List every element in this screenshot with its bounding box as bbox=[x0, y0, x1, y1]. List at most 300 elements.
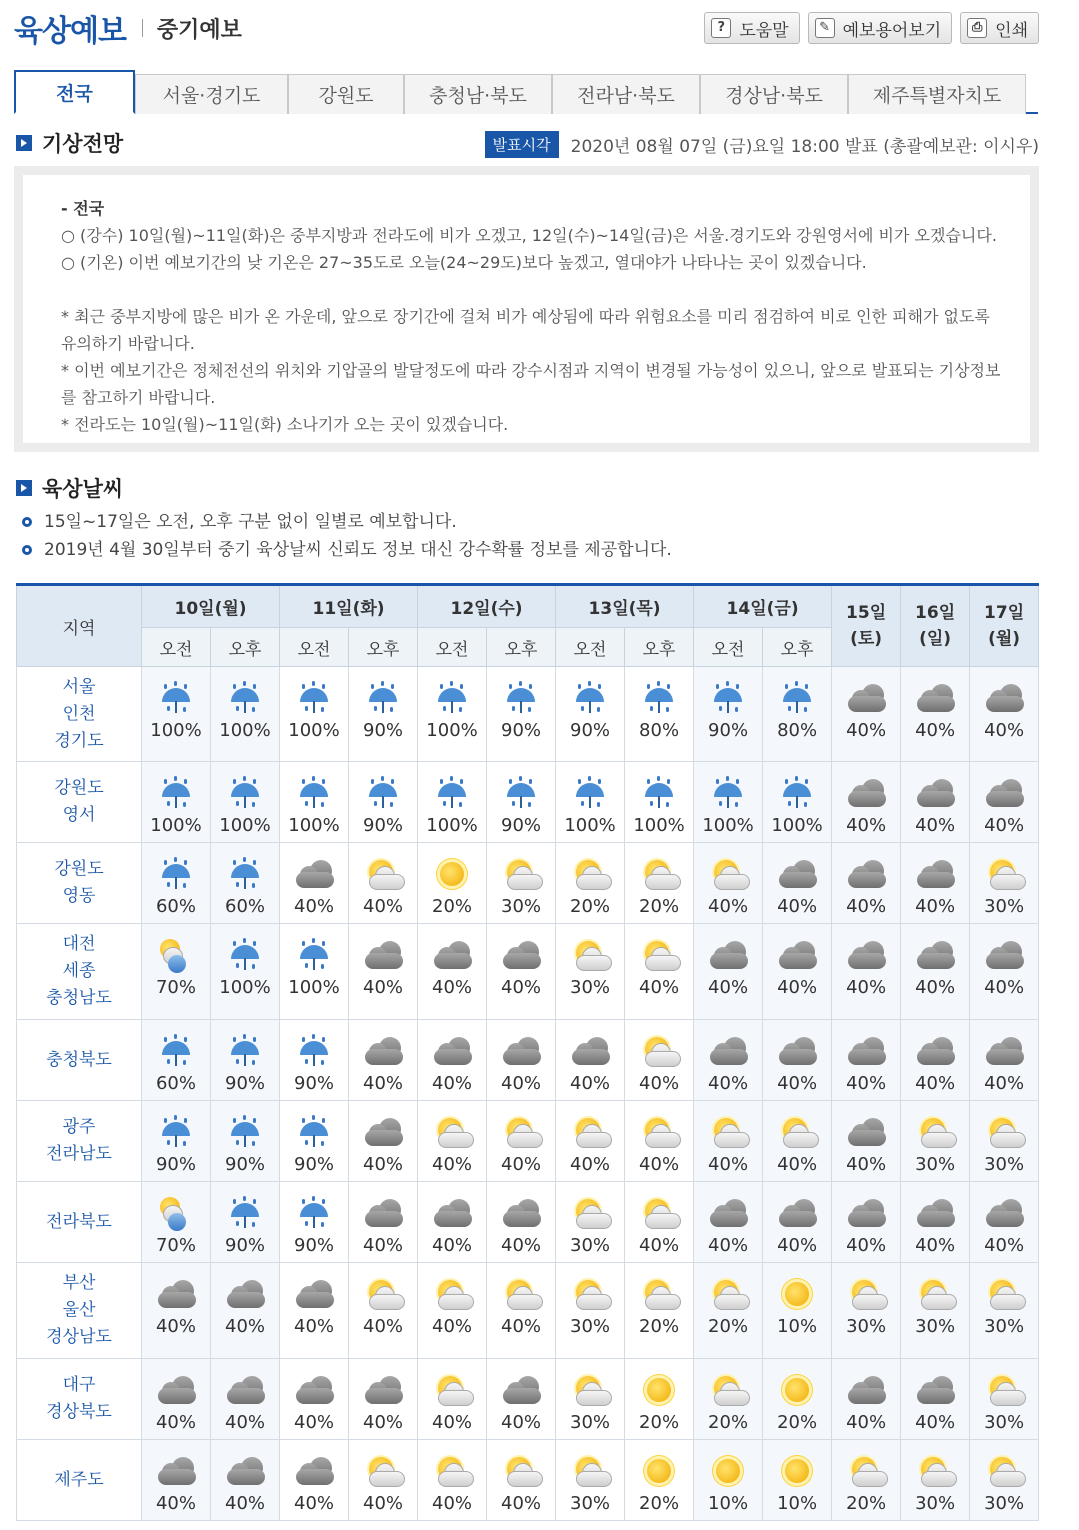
precip-probability: 80% bbox=[777, 720, 818, 741]
forecast-cell bbox=[418, 924, 487, 1020]
precip-probability: 40% bbox=[501, 1493, 542, 1514]
table-row bbox=[17, 1440, 1039, 1521]
section-bullet-icon bbox=[16, 480, 32, 496]
sunny-icon bbox=[637, 1453, 681, 1493]
tab-gyeongsang[interactable]: 경상남·북도 bbox=[700, 74, 848, 114]
forecast-cell bbox=[763, 1101, 832, 1182]
forecast-cell bbox=[901, 843, 970, 924]
precip-probability: 30% bbox=[984, 1316, 1025, 1337]
region-name: 대전 bbox=[62, 934, 96, 954]
precip-probability: 30% bbox=[501, 896, 542, 917]
forecast-cell bbox=[142, 1440, 211, 1521]
precip-probability: 40% bbox=[294, 1493, 335, 1514]
forecast-cell bbox=[487, 1020, 556, 1101]
precip-probability: 90% bbox=[363, 720, 404, 741]
forecast-cell bbox=[970, 667, 1039, 762]
cloudy-icon bbox=[775, 1195, 819, 1235]
precip-probability: 20% bbox=[777, 1412, 818, 1433]
rain-icon bbox=[292, 680, 336, 720]
precip-probability: 30% bbox=[570, 1412, 611, 1433]
page-header bbox=[14, 8, 242, 48]
outlook-box bbox=[14, 166, 1039, 452]
precip-probability: 40% bbox=[846, 1235, 887, 1256]
forecast-cell bbox=[625, 1182, 694, 1263]
forecast-cell bbox=[763, 1440, 832, 1521]
forecast-cell bbox=[970, 1359, 1039, 1440]
partly-cloudy-icon bbox=[637, 1276, 681, 1316]
precip-probability: 80% bbox=[639, 720, 680, 741]
rain-icon bbox=[223, 775, 267, 815]
rain-icon bbox=[223, 856, 267, 896]
precip-probability: 60% bbox=[225, 896, 266, 917]
region-name: 충청북도 bbox=[46, 1049, 112, 1070]
precip-probability: 40% bbox=[915, 720, 956, 741]
rain-icon bbox=[154, 680, 198, 720]
partly-cloudy-icon bbox=[361, 856, 405, 896]
precip-probability: 20% bbox=[708, 1412, 749, 1433]
forecast-cell bbox=[556, 1020, 625, 1101]
partly-cloudy-icon bbox=[499, 1453, 543, 1493]
cloudy-icon bbox=[568, 1033, 612, 1073]
forecast-cell bbox=[901, 1101, 970, 1182]
forecast-cell bbox=[556, 1263, 625, 1359]
cloudy-icon bbox=[844, 937, 888, 977]
precip-probability: 30% bbox=[915, 1316, 956, 1337]
partly-cloudy-icon bbox=[982, 1114, 1026, 1154]
land-notes bbox=[22, 508, 672, 564]
cloudy-icon bbox=[499, 1372, 543, 1412]
forecast-cell bbox=[970, 924, 1039, 1020]
partly-cloudy-icon bbox=[706, 856, 750, 896]
print-button[interactable] bbox=[960, 12, 1039, 44]
forecast-cell bbox=[280, 1101, 349, 1182]
forecast-cell bbox=[832, 843, 901, 924]
forecast-cell bbox=[832, 762, 901, 843]
partly-cloudy-icon bbox=[982, 1372, 1026, 1412]
outlook-line: ○ (기온) 이번 예보기간의 낮 기온은 27~35도로 오늘(24~29도)보다 높겠고, 열대야가 나타나는 곳이 있겠습니다. bbox=[61, 253, 867, 272]
precip-probability: 40% bbox=[432, 977, 473, 998]
cloudy-icon bbox=[430, 1195, 474, 1235]
region-cell bbox=[17, 1182, 142, 1263]
forecast-cell bbox=[694, 843, 763, 924]
precip-probability: 40% bbox=[155, 1316, 196, 1337]
table-row bbox=[17, 1101, 1039, 1182]
precip-probability: 30% bbox=[984, 896, 1025, 917]
cloudy-icon bbox=[223, 1276, 267, 1316]
forecast-cell bbox=[901, 1440, 970, 1521]
precip-probability: 40% bbox=[777, 1235, 818, 1256]
precip-probability: 40% bbox=[294, 1316, 335, 1337]
forecast-cell bbox=[142, 762, 211, 843]
precip-probability: 40% bbox=[846, 1154, 887, 1175]
rain-icon bbox=[775, 680, 819, 720]
precip-probability: 40% bbox=[708, 1073, 749, 1094]
precip-probability: 100% bbox=[564, 815, 616, 836]
rain-icon bbox=[430, 775, 474, 815]
partly-cloudy-icon bbox=[568, 937, 612, 977]
print-icon: ⎙ bbox=[967, 18, 987, 38]
help-button-label: 도움말 bbox=[739, 20, 789, 41]
forecast-cell bbox=[487, 843, 556, 924]
outlook-section-title bbox=[16, 128, 123, 158]
precip-probability: 20% bbox=[639, 1493, 680, 1514]
precip-probability: 90% bbox=[225, 1154, 266, 1175]
precip-probability: 90% bbox=[501, 815, 542, 836]
rain-icon bbox=[154, 1114, 198, 1154]
forecast-cell bbox=[211, 1020, 280, 1101]
precip-probability: 40% bbox=[984, 720, 1025, 741]
forecast-cell bbox=[832, 1020, 901, 1101]
table-row bbox=[17, 1263, 1039, 1359]
outlook-note: * 최근 중부지방에 많은 비가 온 가운데, 앞으로 장기간에 걸쳐 비가 예상됨에 따라 위험요소를 미리 점검하여 비로 인한 피해가 없도록 유의하기 바랍니다. bbox=[61, 307, 990, 353]
forecast-cell bbox=[418, 667, 487, 762]
forecast-cell bbox=[142, 843, 211, 924]
precip-probability: 40% bbox=[708, 1235, 749, 1256]
table-row bbox=[17, 667, 1039, 762]
precip-probability: 40% bbox=[777, 1154, 818, 1175]
region-name: 부산 bbox=[62, 1273, 96, 1293]
precip-probability: 90% bbox=[294, 1235, 335, 1256]
forecast-cell bbox=[901, 1359, 970, 1440]
precip-probability: 100% bbox=[150, 815, 202, 836]
precip-probability: 40% bbox=[501, 1412, 542, 1433]
partly-cloudy-icon bbox=[637, 1033, 681, 1073]
rain-icon bbox=[292, 1033, 336, 1073]
precip-probability: 90% bbox=[155, 1154, 196, 1175]
forecast-cell bbox=[832, 1359, 901, 1440]
precip-probability: 40% bbox=[155, 1493, 196, 1514]
precip-probability: 40% bbox=[639, 1235, 680, 1256]
rain-icon bbox=[706, 680, 750, 720]
forecast-cell bbox=[694, 924, 763, 1020]
precip-probability: 40% bbox=[432, 1412, 473, 1433]
rain-icon bbox=[223, 937, 267, 977]
cloudy-icon bbox=[499, 1033, 543, 1073]
precip-probability: 70% bbox=[155, 977, 196, 998]
precip-probability: 10% bbox=[708, 1493, 749, 1514]
outlook-note: * 이번 예보기간은 정체전선의 위치와 기압골의 발달정도에 따라 강수시점과 지역이 변경될 가능성이 있으니, 앞으로 발표되는 기상정보를 참고하기 바랍니다. bbox=[61, 361, 1001, 407]
precip-probability: 20% bbox=[708, 1316, 749, 1337]
precip-probability: 40% bbox=[501, 977, 542, 998]
precip-probability: 40% bbox=[432, 1493, 473, 1514]
am-header: 오전 bbox=[142, 628, 211, 667]
land-title-text: 육상날씨 bbox=[42, 477, 124, 501]
cloudy-icon bbox=[361, 1372, 405, 1412]
page-subtitle: 중기예보 bbox=[156, 17, 242, 43]
forecast-cell bbox=[280, 1182, 349, 1263]
publish-info bbox=[485, 131, 1039, 158]
tab-gangwon[interactable]: 강원도 bbox=[288, 74, 404, 114]
forecast-cell bbox=[487, 924, 556, 1020]
precip-probability: 40% bbox=[432, 1316, 473, 1337]
region-name: 서울 bbox=[62, 676, 96, 697]
precip-probability: 40% bbox=[501, 1154, 542, 1175]
partly-cloudy-icon bbox=[706, 1114, 750, 1154]
forecast-cell bbox=[280, 924, 349, 1020]
table-row bbox=[17, 1020, 1039, 1101]
region-column-header: 지역 bbox=[17, 585, 142, 667]
partly-cloudy-icon bbox=[568, 1114, 612, 1154]
region-name: 경상북도 bbox=[46, 1402, 112, 1422]
precip-probability: 40% bbox=[363, 1316, 404, 1337]
forecast-cell bbox=[487, 1359, 556, 1440]
precip-probability: 40% bbox=[639, 1154, 680, 1175]
rain-icon bbox=[499, 680, 543, 720]
tab-jeju[interactable]: 제주특별자치도 bbox=[848, 74, 1026, 114]
forecast-cell bbox=[142, 924, 211, 1020]
cloudy-icon bbox=[844, 680, 888, 720]
forecast-cell bbox=[556, 762, 625, 843]
partly-cloudy-icon bbox=[568, 1372, 612, 1412]
precip-probability: 90% bbox=[363, 815, 404, 836]
tab-seoul-gyeonggi[interactable]: 서울·경기도 bbox=[135, 74, 288, 114]
title-divider bbox=[142, 19, 143, 37]
cloudy-icon bbox=[913, 775, 957, 815]
partly-cloudy-icon bbox=[637, 856, 681, 896]
rain-icon bbox=[223, 680, 267, 720]
land-section-title bbox=[16, 473, 123, 503]
precip-probability: 40% bbox=[915, 1073, 956, 1094]
forecast-cell bbox=[418, 762, 487, 843]
page-title: 육상예보 bbox=[14, 14, 126, 49]
region-cell bbox=[17, 762, 142, 843]
cloudy-icon bbox=[982, 937, 1026, 977]
region-cell bbox=[17, 1440, 142, 1521]
forecast-table bbox=[16, 583, 1039, 1521]
region-cell bbox=[17, 667, 142, 762]
partly-cloudy-icon bbox=[361, 1453, 405, 1493]
precip-probability: 40% bbox=[708, 977, 749, 998]
precip-probability: 40% bbox=[777, 1073, 818, 1094]
region-cell bbox=[17, 1359, 142, 1440]
precip-probability: 20% bbox=[570, 896, 611, 917]
forecast-cell bbox=[625, 1263, 694, 1359]
region-name: 경기도 bbox=[54, 730, 104, 751]
precip-probability: 30% bbox=[570, 1235, 611, 1256]
cloudy-icon bbox=[706, 1195, 750, 1235]
help-button[interactable] bbox=[704, 12, 799, 44]
region-name: 강원도 bbox=[54, 778, 104, 798]
forecast-cell bbox=[349, 1440, 418, 1521]
forecast-cell bbox=[763, 843, 832, 924]
rain-icon bbox=[292, 1195, 336, 1235]
forecast-cell bbox=[349, 1101, 418, 1182]
region-cell bbox=[17, 1263, 142, 1359]
forecast-cell bbox=[832, 1263, 901, 1359]
precip-probability: 20% bbox=[846, 1493, 887, 1514]
precip-probability: 40% bbox=[846, 1412, 887, 1433]
cloudy-icon bbox=[223, 1453, 267, 1493]
tab-jeolla[interactable]: 전라남·북도 bbox=[552, 74, 700, 114]
forecast-cell bbox=[970, 762, 1039, 843]
cloudy-icon bbox=[844, 1033, 888, 1073]
region-name: 세종 bbox=[62, 961, 96, 981]
forecast-cell bbox=[280, 762, 349, 843]
precip-probability: 100% bbox=[219, 977, 271, 998]
day-weekday: (월) bbox=[988, 629, 1021, 649]
forecast-cell bbox=[694, 762, 763, 843]
cloudy-icon bbox=[982, 680, 1026, 720]
table-row bbox=[17, 1182, 1039, 1263]
forecast-cell bbox=[280, 1263, 349, 1359]
day-date: 17일 bbox=[984, 603, 1025, 623]
day-header: 10일(월) bbox=[142, 585, 280, 628]
forecast-cell bbox=[694, 1020, 763, 1101]
cloudy-icon bbox=[292, 1372, 336, 1412]
cloudy-icon bbox=[223, 1372, 267, 1412]
forecast-cell bbox=[349, 1182, 418, 1263]
cloudy-icon bbox=[361, 1033, 405, 1073]
partly-cloudy-icon bbox=[637, 1114, 681, 1154]
forecast-cell bbox=[349, 762, 418, 843]
forecast-cell bbox=[556, 1182, 625, 1263]
precip-probability: 40% bbox=[570, 1073, 611, 1094]
forecast-cell bbox=[625, 843, 694, 924]
cloudy-icon bbox=[154, 1276, 198, 1316]
cloudy-icon bbox=[775, 856, 819, 896]
cloudy-icon bbox=[982, 1033, 1026, 1073]
partly-cloudy-icon bbox=[430, 1114, 474, 1154]
day-date: 16일 bbox=[915, 603, 956, 623]
rain-icon bbox=[361, 680, 405, 720]
sunny-icon bbox=[775, 1372, 819, 1412]
region-tabs bbox=[14, 70, 1038, 114]
cloudy-icon bbox=[844, 1114, 888, 1154]
forecast-cell bbox=[832, 924, 901, 1020]
section-bullet-icon bbox=[16, 135, 32, 151]
forecast-cell bbox=[901, 762, 970, 843]
shower-icon bbox=[154, 937, 198, 977]
land-note-text: 15일~17일은 오전, 오후 구분 없이 일별로 예보합니다. bbox=[44, 512, 457, 532]
outlook-heading: - 전국 bbox=[61, 199, 105, 218]
partly-cloudy-icon bbox=[568, 1195, 612, 1235]
precip-probability: 100% bbox=[426, 815, 478, 836]
precip-probability: 40% bbox=[777, 977, 818, 998]
cloudy-icon bbox=[844, 1195, 888, 1235]
forecast-cell bbox=[418, 1359, 487, 1440]
forecast-cell bbox=[142, 667, 211, 762]
precip-probability: 10% bbox=[777, 1493, 818, 1514]
table-row bbox=[17, 1359, 1039, 1440]
cloudy-icon bbox=[844, 1372, 888, 1412]
rain-icon bbox=[292, 1114, 336, 1154]
precip-probability: 40% bbox=[501, 1316, 542, 1337]
rain-icon bbox=[223, 1033, 267, 1073]
forecast-cell bbox=[832, 1440, 901, 1521]
forecast-cell bbox=[211, 1359, 280, 1440]
precip-probability: 100% bbox=[288, 815, 340, 836]
precip-probability: 40% bbox=[846, 815, 887, 836]
forecast-cell bbox=[211, 667, 280, 762]
forecast-cell bbox=[763, 1182, 832, 1263]
precip-probability: 90% bbox=[570, 720, 611, 741]
precip-probability: 40% bbox=[363, 977, 404, 998]
rain-icon bbox=[223, 1114, 267, 1154]
precip-probability: 40% bbox=[294, 896, 335, 917]
day-weekday: (일) bbox=[919, 629, 952, 649]
cloudy-icon bbox=[913, 937, 957, 977]
forecast-cell bbox=[418, 843, 487, 924]
precip-probability: 100% bbox=[150, 720, 202, 741]
forecast-cell bbox=[556, 924, 625, 1020]
precip-probability: 40% bbox=[915, 815, 956, 836]
precip-probability: 40% bbox=[846, 720, 887, 741]
precip-probability: 40% bbox=[225, 1493, 266, 1514]
precip-probability: 60% bbox=[155, 1073, 196, 1094]
precip-probability: 100% bbox=[771, 815, 823, 836]
precip-probability: 10% bbox=[777, 1316, 818, 1337]
cloudy-icon bbox=[706, 937, 750, 977]
forecast-cell bbox=[487, 667, 556, 762]
forecast-cell bbox=[349, 1020, 418, 1101]
outlook-line: ○ (강수) 10일(월)~11일(화)은 중부지방과 전라도에 비가 오겠고, 12일(수)~14일(금)은 서울.경기도와 강원영서에 비가 오겠습니다. bbox=[61, 226, 997, 245]
region-cell bbox=[17, 924, 142, 1020]
precip-probability: 100% bbox=[702, 815, 754, 836]
bullet-icon bbox=[22, 517, 32, 527]
precip-probability: 90% bbox=[501, 720, 542, 741]
sunny-icon bbox=[430, 856, 474, 896]
precip-probability: 40% bbox=[432, 1154, 473, 1175]
table-row bbox=[17, 762, 1039, 843]
print-button-label: 인쇄 bbox=[995, 20, 1028, 41]
forecast-cell bbox=[349, 1359, 418, 1440]
forecast-cell bbox=[625, 1440, 694, 1521]
forecast-cell bbox=[970, 1440, 1039, 1521]
precip-probability: 30% bbox=[915, 1154, 956, 1175]
precip-probability: 40% bbox=[363, 1154, 404, 1175]
cloudy-icon bbox=[430, 937, 474, 977]
cloudy-icon bbox=[913, 1195, 957, 1235]
forecast-cell bbox=[832, 1101, 901, 1182]
forecast-cell bbox=[763, 1359, 832, 1440]
forecast-cell bbox=[832, 1182, 901, 1263]
forecast-cell bbox=[280, 843, 349, 924]
cloudy-icon bbox=[844, 775, 888, 815]
forecast-cell bbox=[763, 1020, 832, 1101]
precip-probability: 60% bbox=[155, 896, 196, 917]
precip-probability: 40% bbox=[570, 1154, 611, 1175]
forecast-cell bbox=[763, 667, 832, 762]
partly-cloudy-icon bbox=[499, 1114, 543, 1154]
partly-cloudy-icon bbox=[982, 1453, 1026, 1493]
partly-cloudy-icon bbox=[982, 1276, 1026, 1316]
forecast-cell bbox=[556, 1101, 625, 1182]
region-name: 전라남도 bbox=[46, 1144, 112, 1164]
precip-probability: 100% bbox=[288, 720, 340, 741]
glossary-button[interactable] bbox=[808, 12, 953, 44]
forecast-cell bbox=[487, 1440, 556, 1521]
day-weekday: (토) bbox=[850, 629, 883, 649]
precip-probability: 30% bbox=[570, 1316, 611, 1337]
am-header: 오전 bbox=[556, 628, 625, 667]
forecast-cell bbox=[694, 1263, 763, 1359]
partly-cloudy-icon bbox=[568, 856, 612, 896]
day-header: 11일(화) bbox=[280, 585, 418, 628]
outlook-content bbox=[23, 175, 1030, 443]
partly-cloudy-icon bbox=[982, 856, 1026, 896]
rain-icon bbox=[292, 775, 336, 815]
precip-probability: 40% bbox=[915, 977, 956, 998]
am-header: 오전 bbox=[694, 628, 763, 667]
glossary-icon: ✎ bbox=[815, 18, 835, 38]
precip-probability: 30% bbox=[984, 1154, 1025, 1175]
cloudy-icon bbox=[913, 680, 957, 720]
tab-nationwide[interactable]: 전국 bbox=[14, 70, 135, 114]
precip-probability: 30% bbox=[570, 1493, 611, 1514]
tab-chungcheong[interactable]: 충청남·북도 bbox=[404, 74, 552, 114]
table-row bbox=[17, 924, 1039, 1020]
forecast-cell bbox=[142, 1359, 211, 1440]
